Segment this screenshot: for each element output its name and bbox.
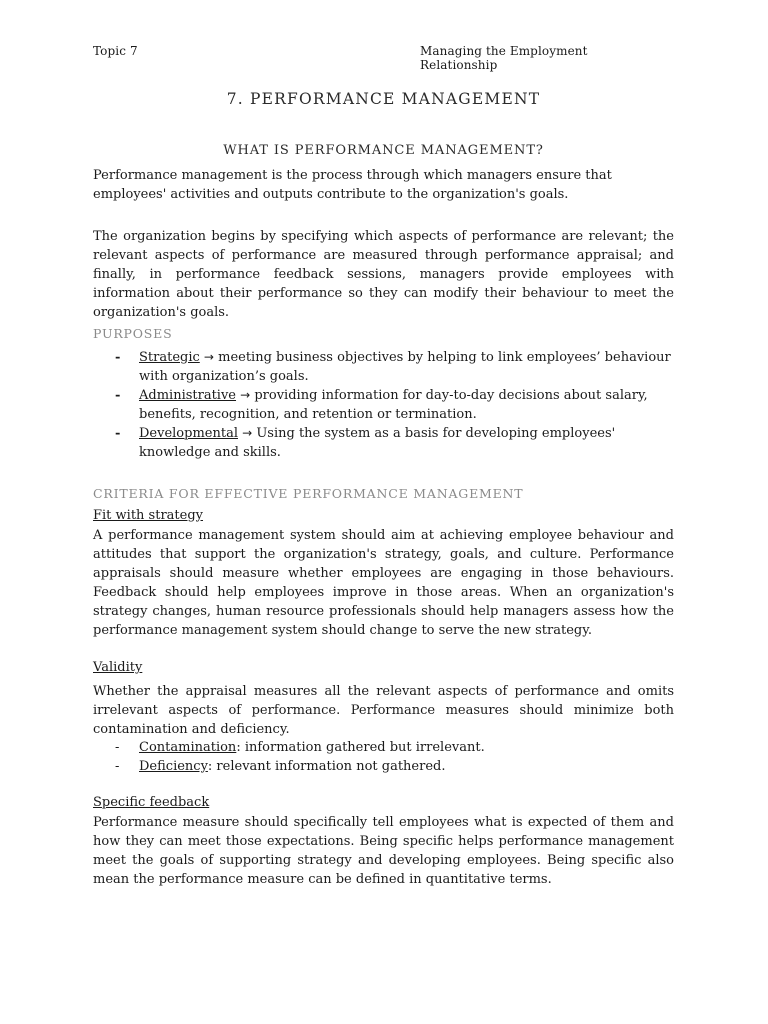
header-topic: Topic 7 <box>93 44 138 58</box>
list-item <box>93 348 674 386</box>
fit-strategy-paragraph <box>93 526 674 640</box>
dash-bullet: - <box>115 426 121 441</box>
purpose-text: providing information for day-to-day decisions about salary, benefits, recognition, and retention or termination. <box>139 388 648 422</box>
fit-strategy-text: A performance management system should aim at achieving employee behaviour and attitudes that support the organization's strategy, goals, and culture. Performance appraisals should measure whether employees are engaging in those behaviours. Feedback should help employees improve in those areas. When an organization's strategy changes, human resource professionals should help managers assess how the performance management system should change to serve the new strategy. <box>93 528 674 638</box>
intro-text-2: The organization begins by specifying which aspects of performance are relevant; the relevant aspects of performance are measured through performance appraisal; and finally, in performance feedback sessions, managers provide employees with information about their performance so they can modify their behaviour to meet the organization's goals. <box>93 229 674 320</box>
specific-feedback-heading: Specific feedback <box>93 795 210 810</box>
intro-paragraph-1 <box>93 166 674 204</box>
intro-paragraph-2 <box>93 227 674 322</box>
purpose-term: Strategic <box>139 350 200 365</box>
dash-bullet: - <box>115 740 120 755</box>
purposes-list <box>93 348 674 462</box>
list-item <box>93 757 674 776</box>
purpose-text: meeting business objectives by helping to link employees’ behaviour with organization’s goals. <box>139 350 671 384</box>
intro-text-1: Performance management is the process through which managers ensure that employees' activities and outputs contribute to the organization's goals. <box>93 168 612 202</box>
criteria-heading: CRITERIA FOR EFFECTIVE PERFORMANCE MANAGEMENT <box>93 486 524 501</box>
arrow-icon: → <box>203 350 214 364</box>
specific-feedback-text: Performance measure should specifically tell employees what is expected of them and how they can meet those expectations. Being specific helps performance management meet the goals of supporting strategy and developing employees. Being specific also mean the performance measure can be defined in quantitative terms. <box>93 815 674 887</box>
fit-strategy-heading: Fit with strategy <box>93 508 203 523</box>
validity-term: Deficiency <box>139 759 208 774</box>
page-title: 7. PERFORMANCE MANAGEMENT <box>226 90 541 108</box>
dash-bullet: - <box>115 350 121 365</box>
dash-bullet: - <box>115 759 120 774</box>
purpose-term: Developmental <box>139 426 238 441</box>
validity-term-text: : information gathered but irrelevant. <box>236 740 485 755</box>
section-title: WHAT IS PERFORMANCE MANAGEMENT? <box>223 143 544 158</box>
validity-term: Contamination <box>139 740 237 755</box>
specific-feedback-paragraph <box>93 813 674 889</box>
header-course-title: Managing the Employment Relationship <box>420 44 588 72</box>
validity-text: Whether the appraisal measures all the relevant aspects of performance and omits irrelevant aspects of performance. Performance measures should minimize both contamination and deficiency. <box>93 684 674 737</box>
list-item <box>93 386 674 424</box>
validity-paragraph <box>93 682 674 739</box>
dash-bullet: - <box>115 388 121 403</box>
list-item <box>93 738 674 757</box>
purpose-text: Using the system as a basis for developing employees' knowledge and skills. <box>139 426 616 460</box>
arrow-icon: → <box>242 426 253 440</box>
validity-term-text: : relevant information not gathered. <box>207 759 446 774</box>
arrow-icon: → <box>240 388 251 402</box>
list-item <box>93 424 674 462</box>
validity-list <box>93 738 674 776</box>
validity-heading: Validity <box>93 660 143 675</box>
purposes-heading: PURPOSES <box>93 326 173 341</box>
purpose-term: Administrative <box>139 388 237 403</box>
